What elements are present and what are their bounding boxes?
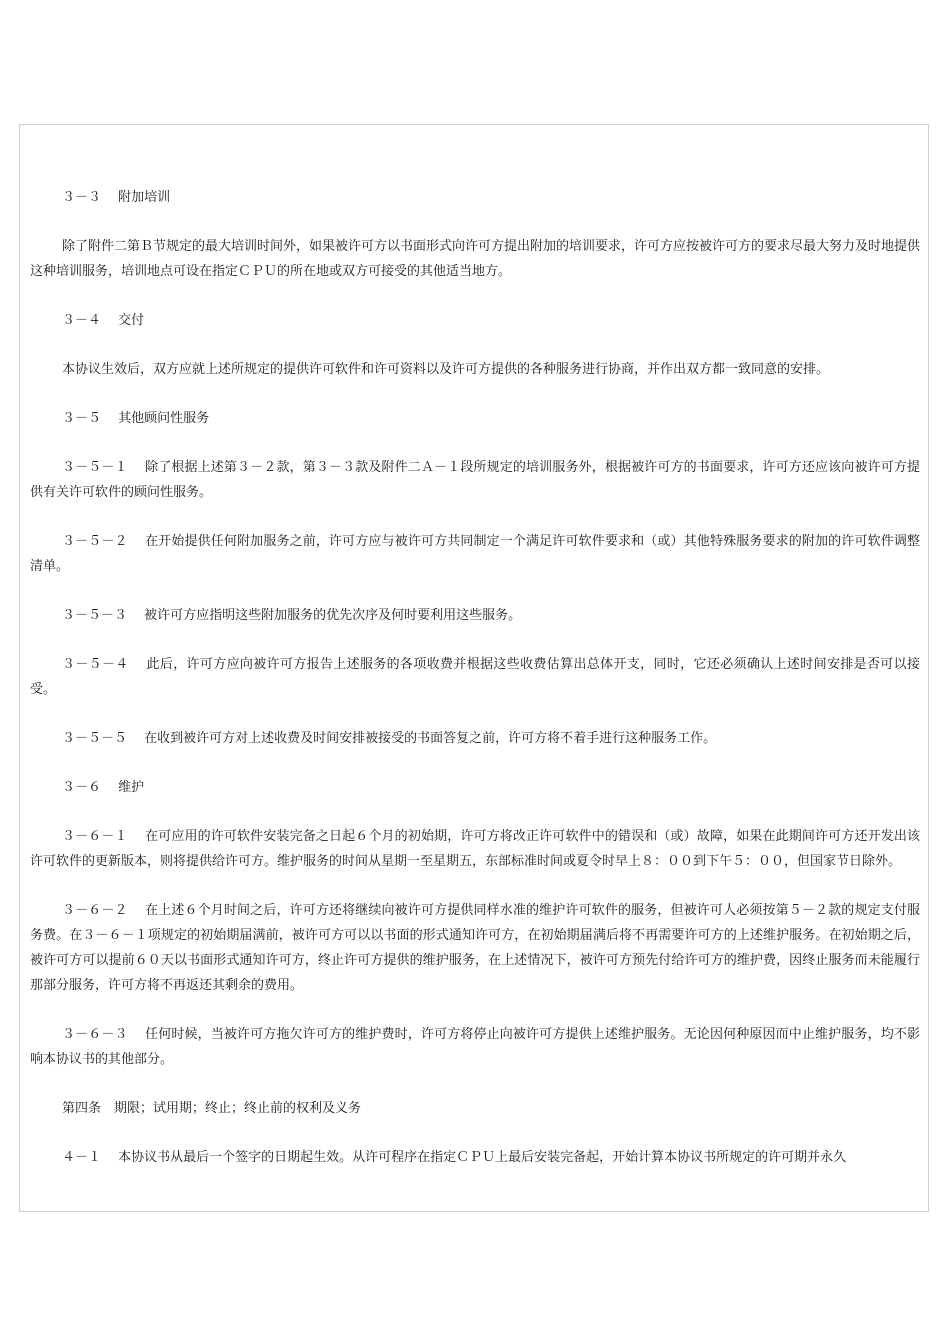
section-heading-3-3: ３－３ 附加培训 bbox=[62, 190, 171, 205]
paragraph-3-6-2: ３－６－２ 在上述６个月时间之后，许可方还将继续向被许可方提供同样水准的维护许可软件的服务，但被许可人必须按第５－２款的规定支付服务费。在３－６－１项规定的初始期届满前，被许可方可以以书面的形式通知许可方，在初始期届满后将不再需要许可方的上述维护服务。在初始期之后，被许可方可以提前６０天以书面形式通知许可方，终止许可方提供的维护服务，在上述情况下，被许可方预先付给许可方的维护费，因终止服务而未能履行那部分服务，许可方将不再返还其剩余的费用。 bbox=[30, 903, 920, 993]
paragraph-3-4-body: 本协议生效后，双方应就上述所规定的提供许可软件和许可资料以及许可方提供的各种服务进行协商，并作出双方都一致同意的安排。 bbox=[62, 362, 830, 377]
article-heading-4: 第四条 期限；试用期；终止；终止前的权利及义务 bbox=[62, 1101, 362, 1116]
paragraph-3-6-3: ３－６－３ 任何时候，当被许可方拖欠许可方的维护费时，许可方将停止向被许可方提供上述维护服务。无论因何种原因而中止维护服务，均不影响本协议书的其他部分。 bbox=[30, 1027, 920, 1067]
document-body bbox=[30, 185, 920, 1170]
document-frame bbox=[19, 124, 929, 1212]
section-heading-3-6: ３－６ 维护 bbox=[62, 780, 145, 795]
paragraph-3-3-body: 除了附件二第Ｂ节规定的最大培训时间外，如果被许可方以书面形式向许可方提出附加的培训要求，许可方应按被许可方的要求尽最大努力及时地提供这种培训服务，培训地点可设在指定ＣＰＵ的所在地或双方可接受的其他适当地方。 bbox=[30, 239, 921, 279]
section-heading-3-5: ３－５ 其他顾问性服务 bbox=[62, 411, 210, 426]
paragraph-4-1: ４－１ 本协议书从最后一个签字的日期起生效。从许可程序在指定ＣＰＵ上最后安装完备起，开始计算本协议书所规定的许可期并永久 bbox=[62, 1150, 847, 1165]
paragraph-3-5-3: ３－５－３ 被许可方应指明这些附加服务的优先次序及何时要利用这些服务。 bbox=[62, 608, 522, 623]
paragraph-3-5-1: ３－５－１ 除了根据上述第３－２款，第３－３款及附件二Ａ－１段所规定的培训服务外，根据被许可方的书面要求，许可方还应该向被许可方提供有关许可软件的顾问性服务。 bbox=[30, 460, 920, 500]
paragraph-3-5-2: ３－５－２ 在开始提供任何附加服务之前，许可方应与被许可方共同制定一个满足许可软件要求和（或）其他特殊服务要求的附加的许可软件调整清单。 bbox=[30, 534, 920, 574]
section-heading-3-4: ３－４ 交付 bbox=[62, 313, 145, 328]
paragraph-3-5-4: ３－５－４ 此后，许可方应向被许可方报告上述服务的各项收费并根据这些收费估算出总体开支，同时，它还必须确认上述时间安排是否可以接受。 bbox=[30, 657, 920, 697]
paragraph-3-5-5: ３－５－５ 在收到被许可方对上述收费及时间安排被接受的书面答复之前，许可方将不着手进行这种服务工作。 bbox=[62, 731, 717, 746]
paragraph-3-6-1: ３－６－１ 在可应用的许可软件安装完备之日起６个月的初始期，许可方将改正许可软件中的错误和（或）故障，如果在此期间许可方还开发出该许可软件的更新版本，则将提供给许可方。维护服务的时间从星期一至星期五，东部标准时间或夏令时早上８：００到下午５：００，但国家节日除外。 bbox=[30, 829, 920, 869]
